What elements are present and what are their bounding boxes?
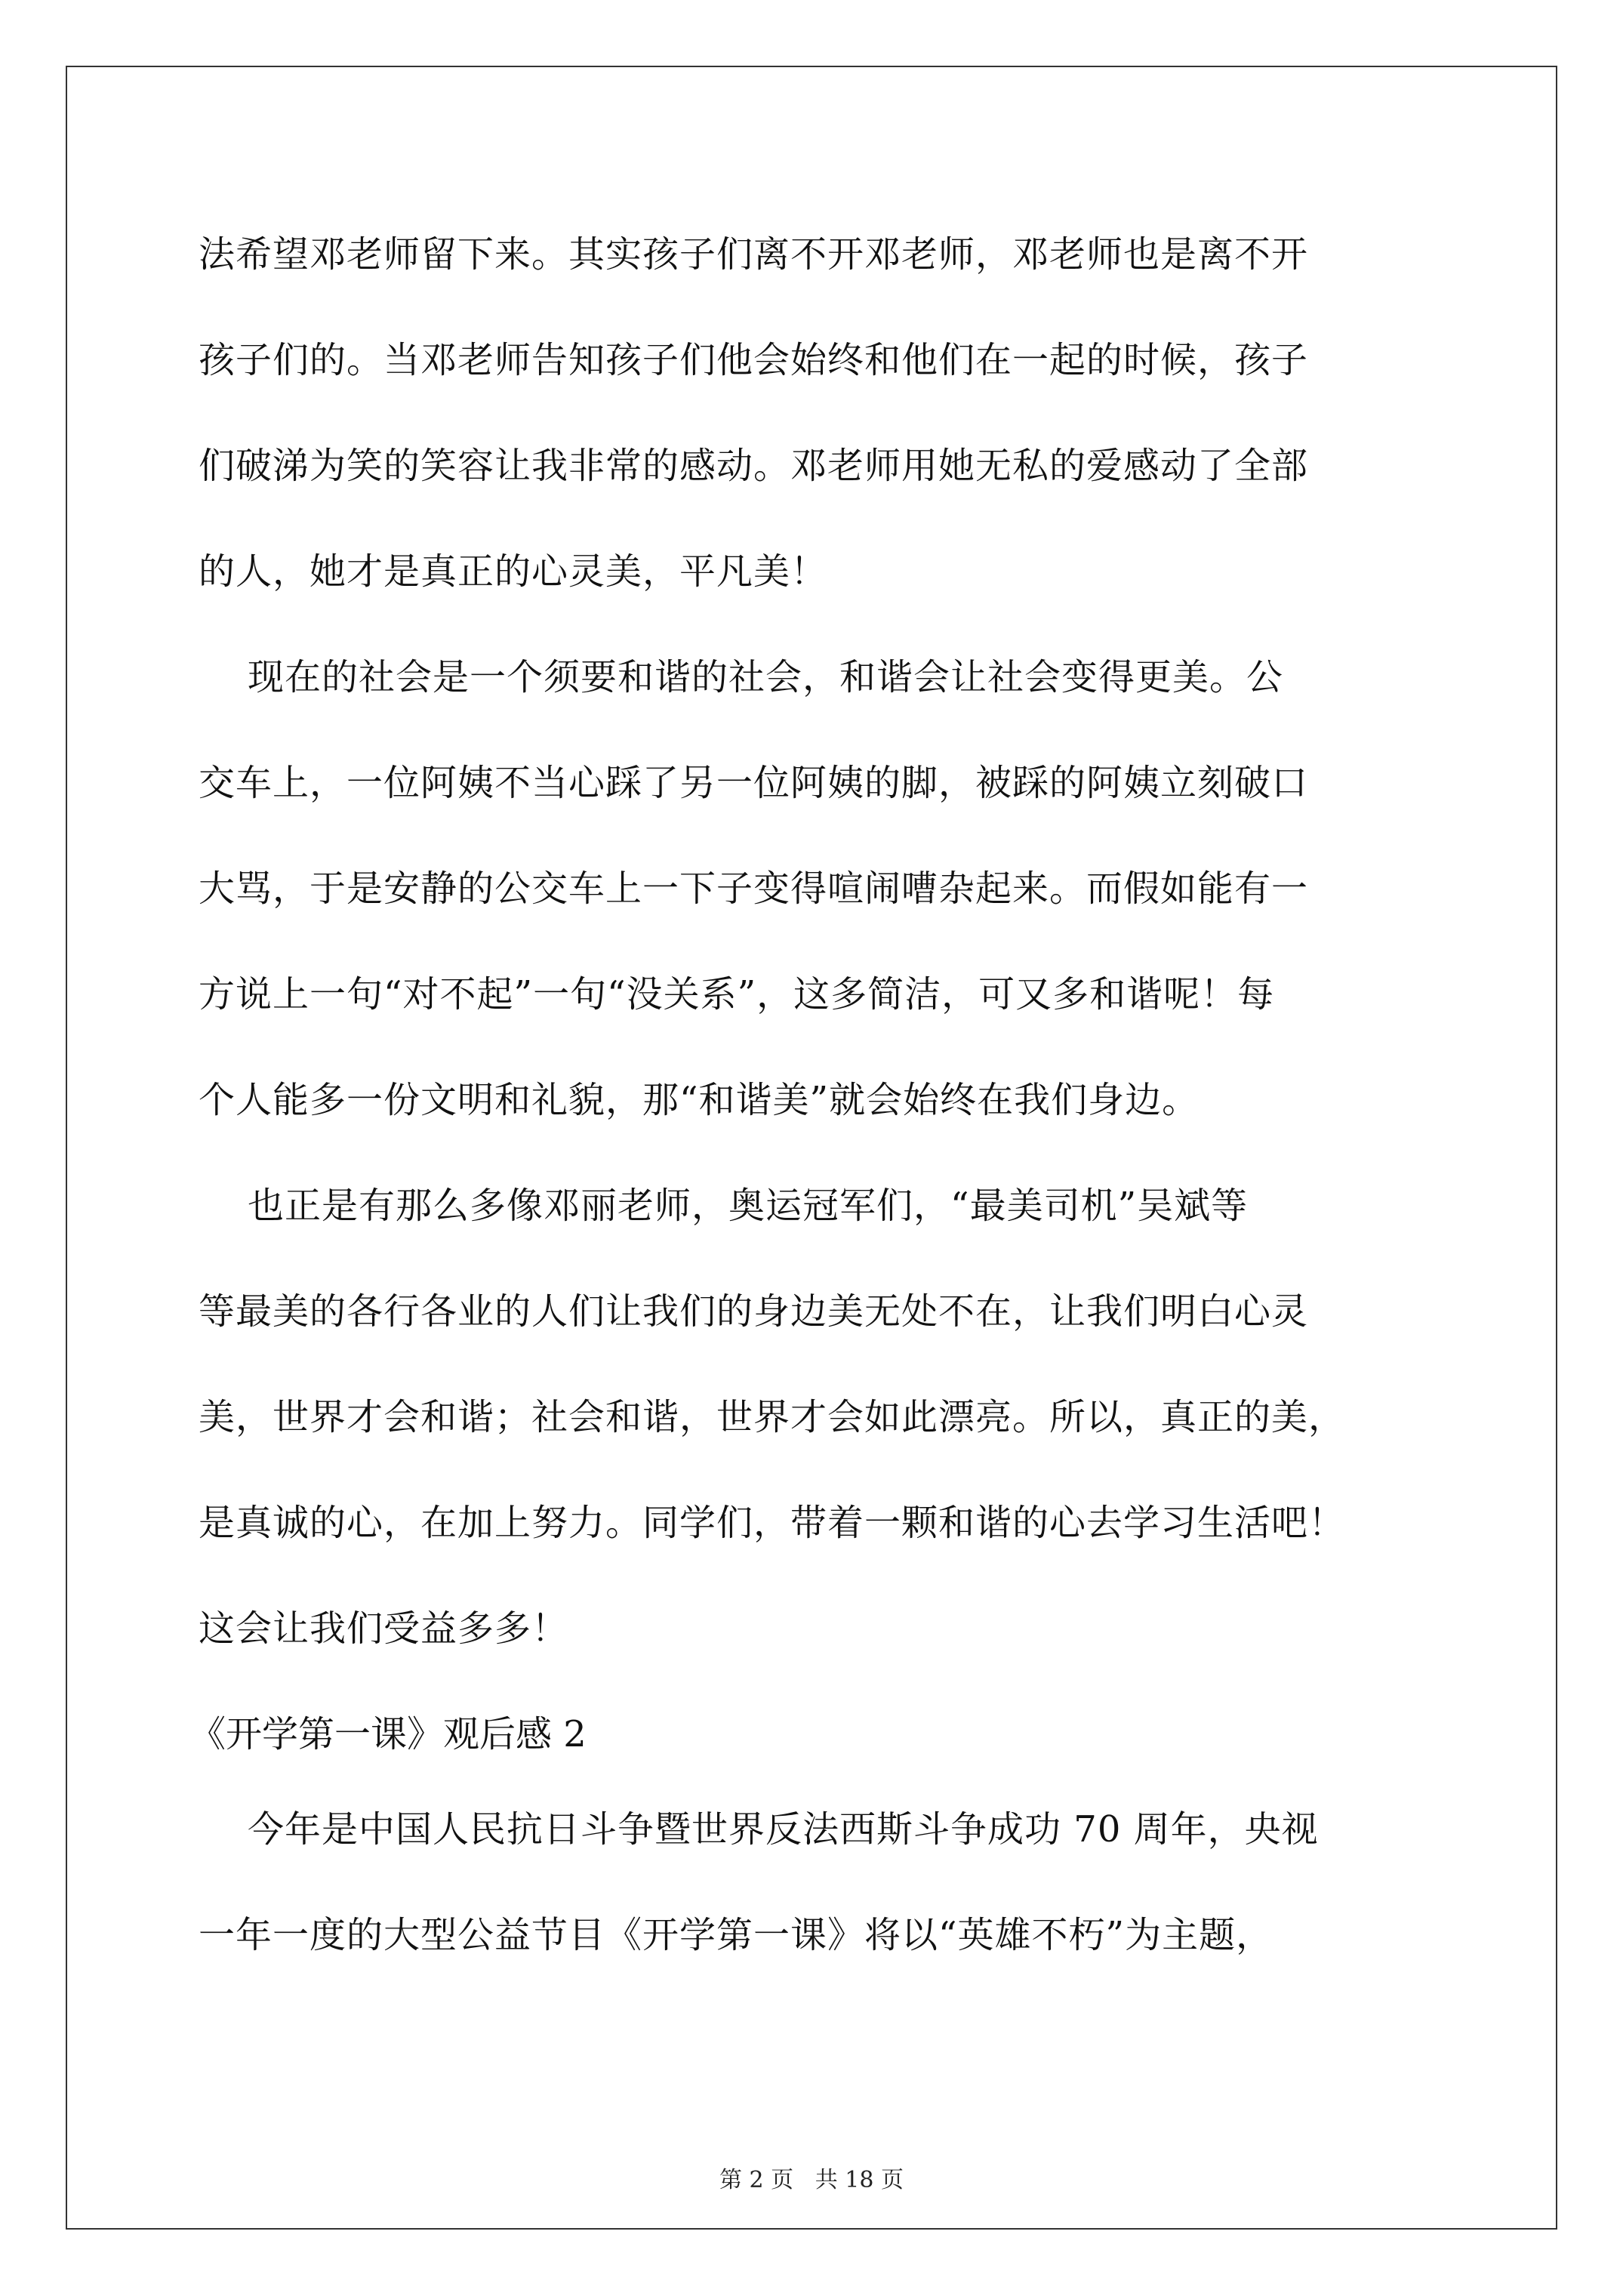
text-line: 方说上一句“对不起”一句“没关系”，这多简洁，可又多和谐呢！每 xyxy=(199,973,1275,1015)
text-line: 美，世界才会和谐；社会和谐，世界才会如此漂亮。所以，真正的美， xyxy=(199,1396,1346,1438)
text-line: 是真诚的心，在加上努力。同学们，带着一颗和谐的心去学习生活吧！ xyxy=(199,1502,1346,1544)
text-line: 这会让我们受益多多！ xyxy=(199,1607,569,1650)
text-line: 一年一度的大型公益节目《开学第一课》将以“英雄不朽”为主题， xyxy=(199,1914,1273,1956)
text-line: 等最美的各行各业的人们让我们的身边美无处不在，让我们明白心灵 xyxy=(199,1290,1309,1333)
text-line: 也正是有那么多像邓丽老师，奥运冠军们，“最美司机”吴斌等 xyxy=(199,1185,1249,1227)
text-line: 个人能多一份文明和礼貌，那“和谐美”就会始终在我们身边。 xyxy=(199,1079,1200,1121)
document-body xyxy=(189,227,1452,2013)
text-line: 交车上，一位阿姨不当心踩了另一位阿姨的脚，被踩的阿姨立刻破口 xyxy=(199,762,1309,804)
text-line: 现在的社会是一个须要和谐的社会，和谐会让社会变得更美。公 xyxy=(199,656,1284,698)
text-line: 的人，她才是真正的心灵美，平凡美！ xyxy=(199,550,828,593)
page-total: 共 18 页 xyxy=(815,2167,904,2193)
text-line: 孩子们的。当邓老师告知孩子们他会始终和他们在一起的时候，孩子 xyxy=(199,339,1309,381)
text-line: 们破涕为笑的笑容让我非常的感动。邓老师用她无私的爱感动了全部 xyxy=(199,445,1309,487)
section-heading: 《开学第一课》观后感 2 xyxy=(189,1713,587,1755)
text-line: 今年是中国人民抗日斗争暨世界反法西斯斗争成功 70 周年，央视 xyxy=(199,1808,1319,1851)
page-footer xyxy=(0,2165,1623,2196)
page-number: 第 2 页 xyxy=(719,2167,794,2193)
text-line: 法希望邓老师留下来。其实孩子们离不开邓老师，邓老师也是离不开 xyxy=(199,233,1309,276)
text-line: 大骂，于是安静的公交车上一下子变得喧闹嘈杂起来。而假如能有一 xyxy=(199,868,1309,910)
